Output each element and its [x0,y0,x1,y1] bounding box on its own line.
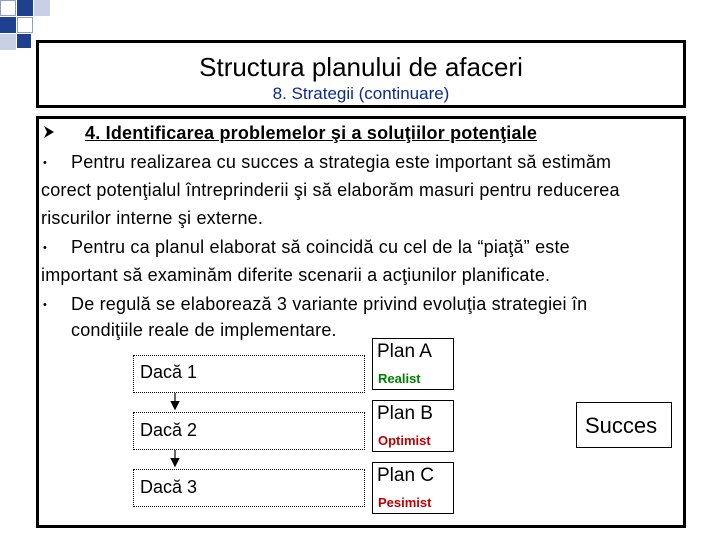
plan-type: Realist [378,371,421,386]
corner-square [17,34,31,48]
case-group-3 [133,469,365,507]
plan-box-c [372,462,454,514]
bullet-dot-icon: • [43,299,47,311]
arrow-bullet-icon [43,125,55,139]
plan-box-b [372,400,454,452]
case-group-2 [133,412,365,450]
slide-title: Structura planului de afaceri [199,52,523,82]
plan-type: Optimist [378,433,431,448]
title-box [36,40,686,108]
slide-subtitle: 8. Strategii (continuare) [272,84,450,103]
corner-square [0,17,16,33]
plan-name: Plan A [377,341,432,362]
section-heading: 4. Identificarea problemelor şi a soluţiilor potenţiale [85,123,538,143]
case-label-1: Dacă 1 [140,362,198,382]
corner-square [17,17,33,33]
plan-box-a [372,338,454,390]
plan-type: Pesimist [378,495,432,510]
paragraph-line: riscurilor interne şi externe. [41,208,264,228]
corner-square [34,0,50,16]
bullet-dot-icon: • [43,242,47,254]
content-box [36,116,686,528]
case-label-2: Dacă 2 [140,420,198,440]
case-group-1 [133,355,365,393]
paragraph-line: Pentru ca planul elaborat să coincidă cu cel de la “piaţă” este [71,237,570,257]
plan-name: Plan B [377,403,433,424]
case-label-3: Dacă 3 [140,477,198,497]
plan-name: Plan C [377,465,435,486]
paragraph-line: condiţiile reale de implementare. [71,320,337,340]
paragraph-line: Pentru realizarea cu succes a strategia este important să estimăm [71,152,612,172]
corner-square [0,34,16,50]
bullet-dot-icon: • [43,157,47,169]
corner-square [0,0,16,16]
result-label: Succes [585,413,658,438]
result-box [576,402,672,448]
corner-square [17,0,33,16]
paragraph-line: important să examinăm diferite scenarii a acţiunilor planificate. [41,265,551,285]
paragraph-line: corect potenţialul întreprinderii şi să elaborăm masuri pentru reducerea [41,180,620,200]
paragraph-line: De regulă se elaborează 3 variante privind evoluţia strategiei în [71,294,588,314]
